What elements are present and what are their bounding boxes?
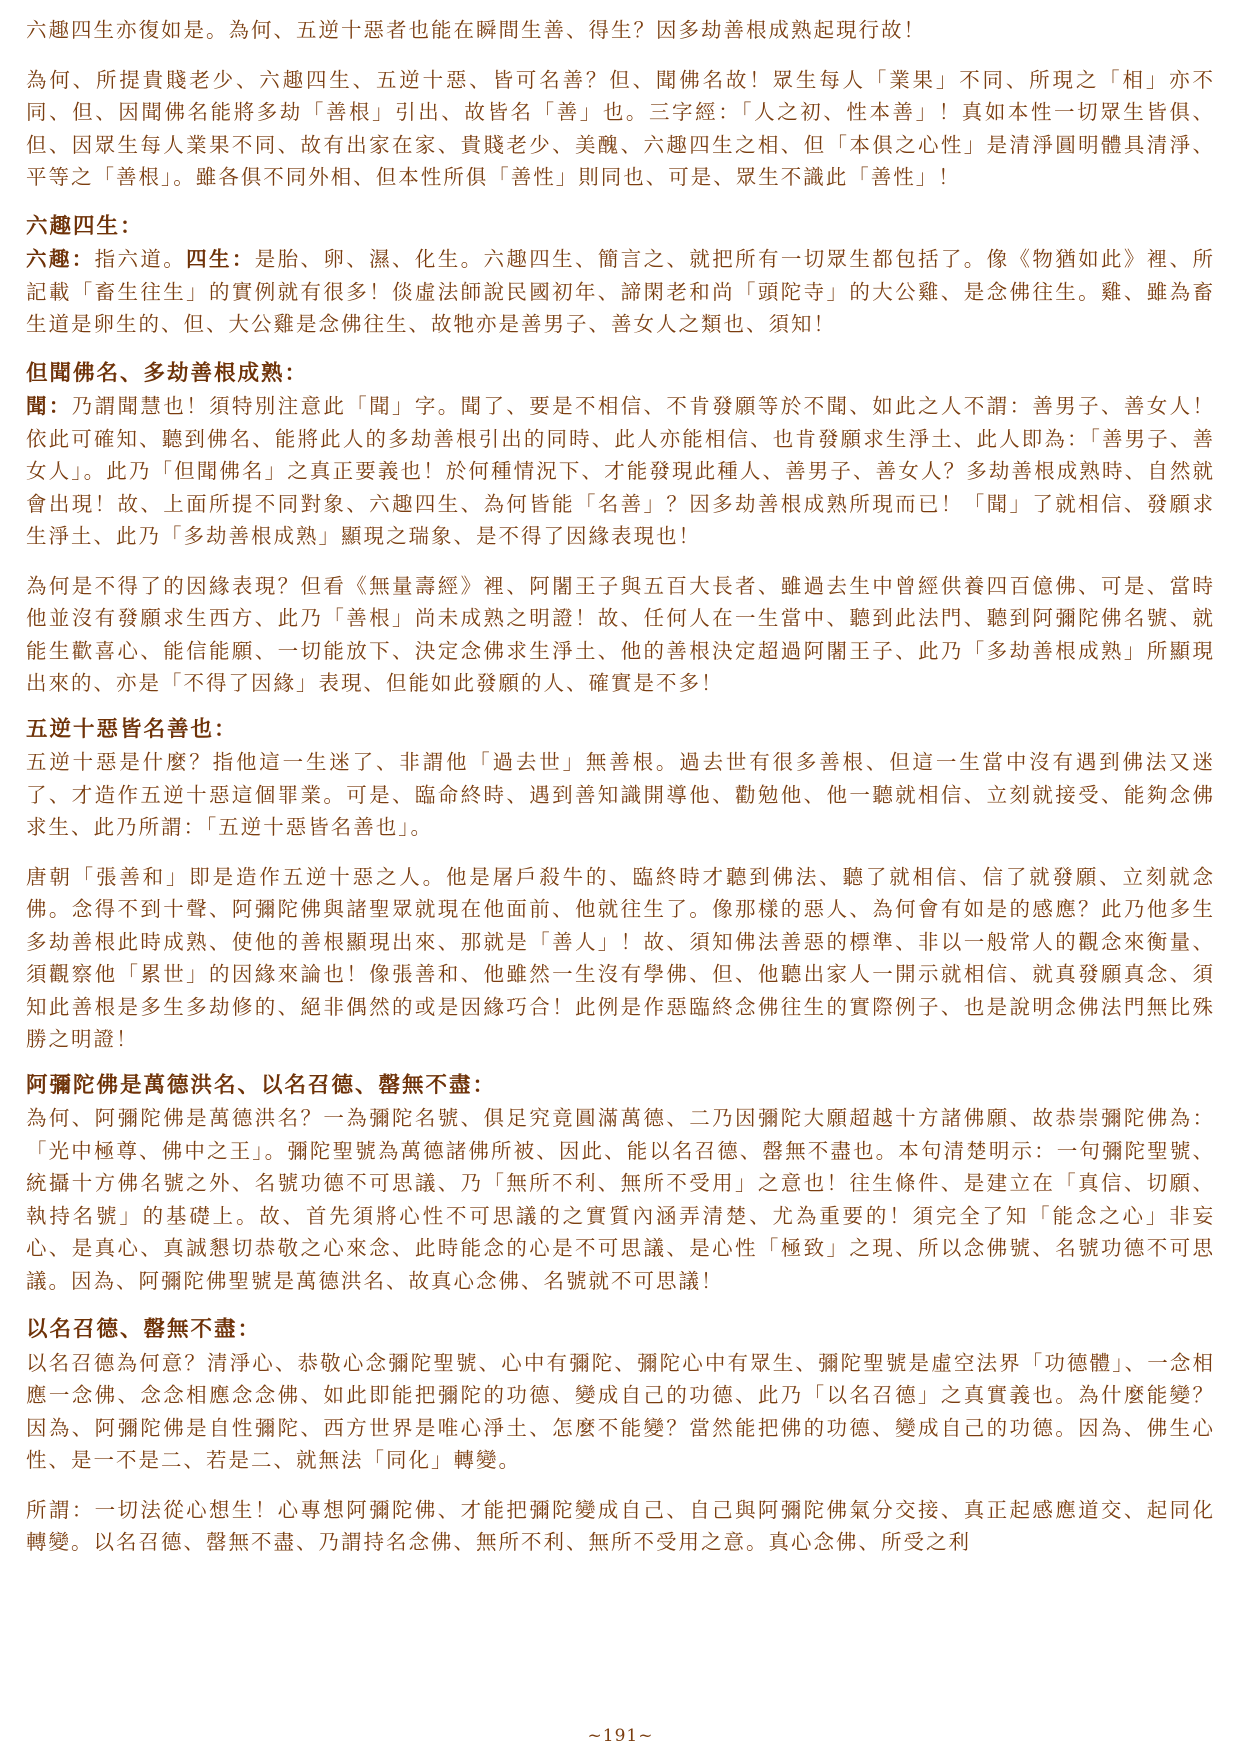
section-amituo — [26, 1070, 1215, 1298]
definition-sisheng: 是胎、卵、濕、化生。六趣四生、簡言之、就把所有一切眾生都包括了。像《物猶如此》裡、所記載「畜生往生」的實例就有很多！倓虛法師說民國初年、諦閑老和尚「頭陀寺」的大公雞、是念佛往生。雞、雖為畜生道是卵生的、但、大公雞是念佛往生、故牠亦是善男子、善女人之類也、須知！ — [26, 247, 1216, 336]
section-paragraph-mingzhao-1: 以名召德為何意？清淨心、恭敬心念彌陀聖號、心中有彌陀、彌陀心中有眾生、彌陀聖號是虛空法界「功德體」、一念相應一念佛、念念相應念念佛、如此即能把彌陀的功德、變成自己的功德、此乃「以名召德」之真實義也。為什麼能變？因為、阿彌陀佛是自性彌陀、西方世界是唯心淨土、怎麼不能變？當然能把佛的功德、變成自己的功德。因為、佛生心性、是一不是二、若是二、就無法「同化」轉變。 — [26, 1350, 1215, 1472]
section-paragraph-amituo-1: 為何、阿彌陀佛是萬德洪名？一為彌陀名號、俱足究竟圓滿萬德、二乃因彌陀大願超越十方諸佛願、故恭崇彌陀佛為：「光中極尊、佛中之王」。彌陀聖號為萬德諸佛所被、因此、能以名召德、罄無不盡也。本句清楚明示：一句彌陀聖號、統攝十方佛名號之外、名號功德不可思議、乃「無所不利、無所不受用」之意也！往生條件、是建立在「真信、切願、執持名號」的基礎上。故、首先須將心性不可思議的之實質內涵弄清楚、尤為重要的！須完全了知「能念之心」非妄心、是真心、真誠懇切恭敬之心來念、此時能念的心是不可思議、是心性「極致」之現、所以念佛號、名號功德不可思議。因為、阿彌陀佛聖號是萬德洪名、故真心念佛、名號就不可思議！ — [26, 1106, 1215, 1293]
section-heading-liuqu: 六趣四生： — [26, 213, 144, 239]
section-paragraph-wenfo-2: 為何是不得了的因緣表現？但看《無量壽經》裡、阿闍王子與五百大長者、雖過去生中曾經供養四百億佛、可是、當時他並沒有發願求生西方、此乃「善根」尚未成熟之明證！故、任何人在一生當中、聽到此法門、聽到阿彌陀佛名號、就能生歡喜心、能信能願、一切能放下、決定念佛求生淨土、他的善根決定超過阿闍王子、此乃「多劫善根成熟」所顯現出來的、亦是「不得了因緣」表現、但能如此發願的人、確實是不多！ — [26, 573, 1215, 695]
section-paragraph-wuni-2: 唐朝「張善和」即是造作五逆十惡之人。他是屠戶殺牛的、臨終時才聽到佛法、聽了就相信、信了就發願、立刻就念佛。念得不到十聲、阿彌陀佛與諸聖眾就現在他面前、他就往生了。像那樣的惡人、為何會有如是的感應？此乃他多生多劫善根此時成熟、使他的善根顯現出來、那就是「善人」！故、須知佛法善惡的標準、非以一般常人的觀念來衡量、須觀察他「累世」的因緣來論也！像張善和、他雖然一生沒有學佛、但、他聽出家人一開示就相信、就真發願真念、須知此善根是多生多劫修的、絕非偶然的或是因緣巧合！此例是作惡臨終念佛往生的實際例子、也是說明念佛法門無比殊勝之明證！ — [26, 864, 1215, 1051]
section-body-wenfo — [26, 390, 1215, 553]
section-heading-amituo: 阿彌陀佛是萬德洪名、以名召德、罄無不盡： — [26, 1072, 497, 1098]
page-number: ~191~ — [587, 1725, 654, 1746]
section-liuqu — [26, 211, 1215, 341]
section-wuni — [26, 714, 1215, 1056]
section-paragraph-wuni-1: 五逆十惡是什麼？指他這一生迷了、非謂他「過去世」無善根。過去世有很多善根、但這一生當中沒有遇到佛法又迷了、才造作五逆十惡這個罪業。可是、臨命終時、遇到善知識開導他、勸勉他、他一聽就相信、立刻就接受、能夠念佛求生、此乃所謂：「五逆十惡皆名善也」。 — [26, 750, 1215, 839]
term-wen: 聞： — [26, 394, 72, 418]
section-heading-wuni: 五逆十惡皆名善也： — [26, 716, 238, 742]
definition-liuqu: 指六道。 — [94, 247, 187, 271]
intro-paragraph-2: 為何、所提貴賤老少、六趣四生、五逆十惡、皆可名善？但、聞佛名故！眾生每人「業果」不同、所現之「相」亦不同、但、因聞佛名能將多劫「善根」引出、故皆名「善」也。三字經：「人之初、性本善」！真如本性一切眾生皆俱、但、因眾生每人業果不同、故有出家在家、貴賤老少、美醜、六趣四生之相、但「本俱之心性」是清淨圓明體具清淨、平等之「善根」。雖各俱不同外相、但本性所俱「善性」則同也、可是、眾生不識此「善性」！ — [26, 67, 1215, 189]
section-body-liuqu — [26, 243, 1215, 341]
section-wenfo — [26, 358, 1215, 700]
section-heading-mingzhao: 以名召德、罄無不盡： — [26, 1317, 262, 1342]
definition-wen: 乃謂聞慧也！須特別注意此「聞」字。聞了、要是不相信、不肯發願等於不聞、如此之人不謂：善男子、善女人！依此可確知、聽到佛名、能將此人的多劫善根引出的同時、此人亦能相信、也肯發願求生淨土、此人即為：「善男子、善女人」。此乃「但聞佛名」之真正要義也！於何種情況下、才能發現此種人、善男子、善女人？多劫善根成熟時、自然就會出現！故、上面所提不同對象、六趣四生、為何皆能「名善」？因多劫善根成熟所現而已！「聞」了就相信、發願求生淨土、此乃「多劫善根成熟」顯現之瑞象、是不得了因緣表現也！ — [26, 394, 1216, 548]
term-liuqu: 六趣： — [26, 247, 95, 271]
section-mingzhao — [26, 1314, 1215, 1559]
term-sisheng: 四生： — [186, 247, 255, 271]
intro-paragraph-1: 六趣四生亦復如是。為何、五逆十惡者也能在瞬間生善、得生？因多劫善根成熟起現行故！ — [26, 18, 926, 42]
section-paragraph-mingzhao-2: 所謂：一切法從心想生！心專想阿彌陀佛、才能把彌陀變成自己、自己與阿彌陀佛氣分交接、真正起感應道交、起同化轉變。以名召德、罄無不盡、乃謂持名念佛、無所不利、無所不受用之意。真心念佛、所受之利 — [26, 1497, 1215, 1554]
section-heading-wenfo: 但聞佛名、多劫善根成熟： — [26, 360, 309, 386]
